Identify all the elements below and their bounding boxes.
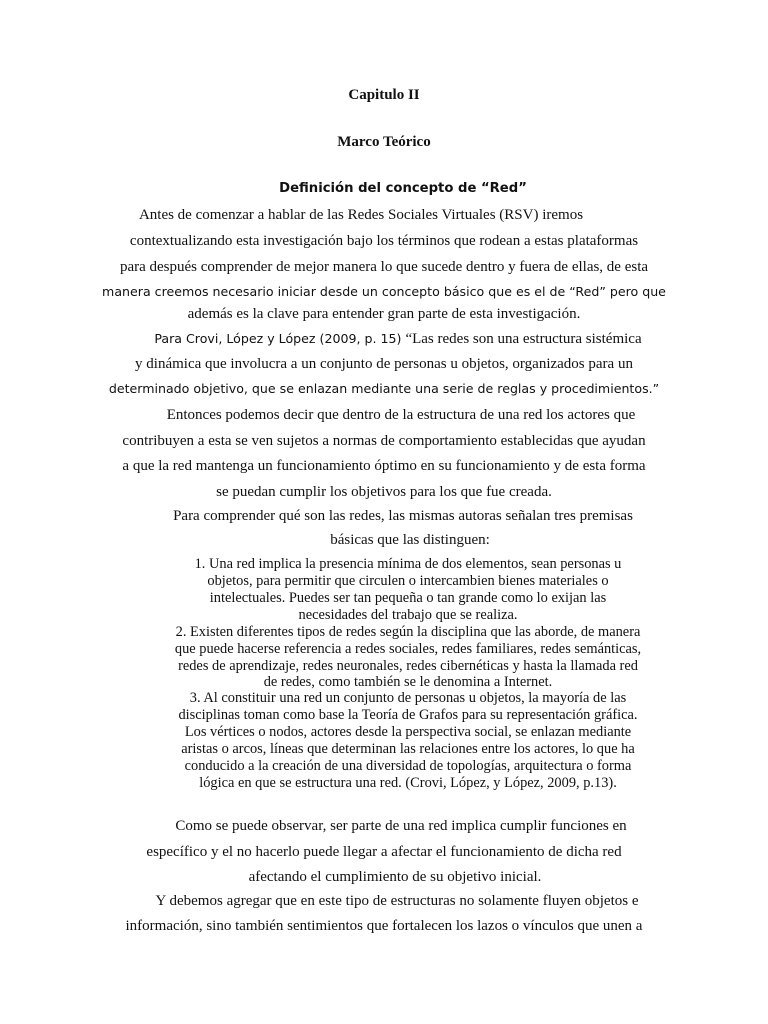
text-line: aristas o arcos, líneas que determinan las relaciones entre los actores, lo que ha	[181, 741, 635, 757]
text-line: que puede hacerse referencia a redes sociales, redes familiares, redes semánticas,	[174, 641, 642, 657]
text-line: Y debemos agregar que en este tipo de estructuras no solamente fluyen objetos e	[155, 893, 639, 909]
text-line: 2. Existen diferentes tipos de redes según la disciplina que las aborde, de manera	[175, 624, 641, 640]
text-line: Como se puede observar, ser parte de una red implica cumplir funciones en	[175, 818, 627, 834]
text-line: además es la clave para entender gran parte de esta investigación.	[187, 306, 581, 322]
section-title: Marco Teórico	[337, 134, 431, 150]
text-line: contribuyen a esta se ven sujetos a normas de comportamiento establecidas que ayudan	[122, 433, 646, 449]
text-line: para después comprender de mejor manera lo que sucede dentro y fuera de ellas, de esta	[119, 259, 649, 275]
quote-intro-line	[0, 330, 768, 348]
text-line: y dinámica que involucra a un conjunto de personas u objetos, organizados para un	[135, 356, 633, 372]
text-line: 3. Al constituir una red un conjunto de personas u objetos, la mayoría de las	[189, 690, 627, 706]
text-line: afectando el cumplimiento de su objetivo inicial.	[248, 869, 542, 885]
subsection-title: Definición del concepto de “Red”	[279, 181, 527, 196]
text-line: contextualizando esta investigación bajo los términos que rodean a estas plataformas	[129, 233, 639, 249]
text-line: determinado objetivo, que se enlazan mediante una serie de reglas y procedimientos.”	[108, 381, 660, 396]
text-line: Antes de comenzar a hablar de las Redes Sociales Virtuales (RSV) iremos	[138, 207, 584, 223]
text-line: a que la red mantenga un funcionamiento óptimo en su funcionamiento y de esta forma	[122, 458, 646, 474]
text-line: de redes, como también se le denomina a Internet.	[263, 674, 553, 690]
text-line: redes de aprendizaje, redes neuronales, redes cibernéticas y hasta la llamada red	[178, 658, 638, 674]
text-line: 1. Una red implica la presencia mínima de dos elementos, sean personas u	[194, 556, 622, 572]
text-line: manera creemos necesario iniciar desde un concepto básico que es el de “Red” pero que	[102, 284, 666, 299]
text-line: Entonces podemos decir que dentro de la estructura de una red los actores que	[166, 407, 636, 423]
chapter-title: Capitulo II	[348, 87, 420, 103]
text-line: básicas que las distinguen:	[330, 532, 490, 548]
text-line: conducido a la creación de una diversidad de topologías, arquitectura o forma	[184, 758, 632, 774]
text-line: intelectuales. Puedes ser tan pequeña o tan grande como lo exijan las	[209, 590, 607, 606]
text-line: Para comprender qué son las redes, las mismas autoras señalan tres premisas	[173, 508, 633, 524]
text-line: información, sino también sentimientos que fortalecen los lazos o vínculos que unen a	[125, 918, 643, 934]
text-line: disciplinas toman como base la Teoría de Grafos para su representación gráfica.	[178, 707, 638, 723]
text-line: lógica en que se estructura una red. (Crovi, López, y López, 2009, p.13).	[199, 775, 617, 791]
quote-start: “Las redes son una estructura sistémica	[405, 331, 642, 347]
text-line: necesidades del trabajo que se realiza.	[298, 607, 518, 623]
text-line: específico y el no hacerlo puede llegar a afectar el funcionamiento de dicha red	[146, 844, 622, 860]
quote-citation: Para Crovi, López y López (2009, p. 15)	[154, 331, 406, 346]
text-line: Los vértices o nodos, actores desde la perspectiva social, se enlazan mediante	[184, 724, 632, 740]
text-line: objetos, para permitir que circulen o intercambien bienes materiales o	[207, 573, 609, 589]
text-line: se puedan cumplir los objetivos para los que fue creada.	[216, 484, 552, 500]
